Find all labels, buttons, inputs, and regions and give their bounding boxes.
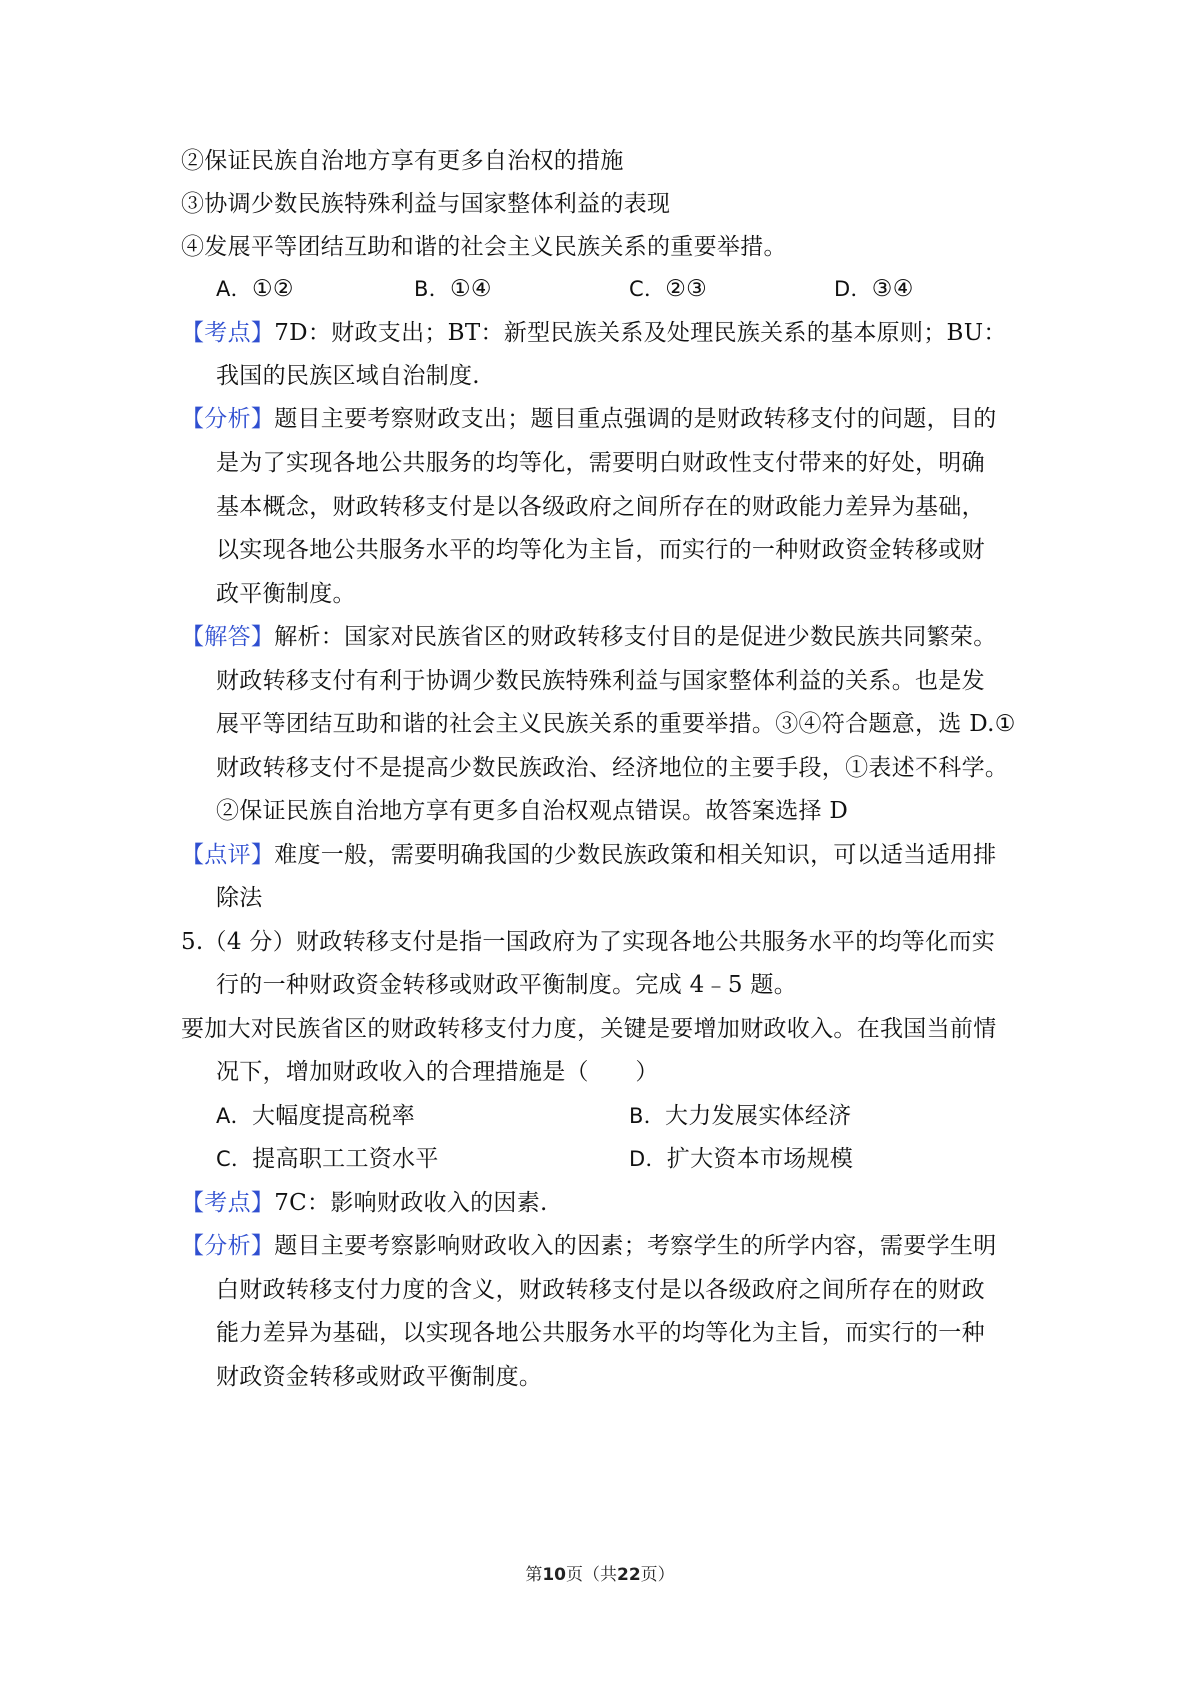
q4-option-b: B．①④ xyxy=(414,276,492,302)
q4-jieda-line4: 财政转移支付不是提高少数民族政治、经济地位的主要手段，①表述不科学。 xyxy=(216,755,1009,781)
q4-kaodian-line1: 【考点】7D：财政支出；BT：新型民族关系及处理民族关系的基本原则；BU： xyxy=(181,320,1007,346)
q5-kaodian-line1: 【考点】7C：影响财政收入的因素. xyxy=(181,1190,548,1216)
q5-option-a: A．大幅度提高税率 xyxy=(216,1103,416,1129)
q4-dianping-line1: 【点评】难度一般，需要明确我国的少数民族政策和相关知识，可以适当适用排 xyxy=(181,842,997,868)
q4-dianping-line2: 除法 xyxy=(216,885,263,911)
q4-fenxi-line1: 【分析】题目主要考察财政支出；题目重点强调的是财政转移支付的问题，目的 xyxy=(181,406,997,432)
q5-option-b: B．大力发展实体经济 xyxy=(629,1103,852,1129)
jieda-tag: 【解答】 xyxy=(181,624,275,650)
q5-fenxi-line1: 【分析】题目主要考察影响财政收入的因素；考察学生的所学内容，需要学生明 xyxy=(181,1233,997,1259)
q5-option-d: D．扩大资本市场规模 xyxy=(629,1146,854,1172)
fenxi-tag: 【分析】 xyxy=(181,406,275,432)
kaodian-tag: 【考点】 xyxy=(181,320,275,346)
kaodian-tag: 【考点】 xyxy=(181,1190,275,1216)
statement-3: ③协调少数民族特殊利益与国家整体利益的表现 xyxy=(181,191,671,217)
q5-option-c: C．提高职工工资水平 xyxy=(216,1146,439,1172)
q5-stem-line1: 5.（4 分）财政转移支付是指一国政府为了实现各地公共服务水平的均等化而实 xyxy=(181,929,995,955)
statement-2: ②保证民族自治地方享有更多自治权的措施 xyxy=(181,148,624,174)
q5-fenxi-line4: 财政资金转移或财政平衡制度。 xyxy=(216,1364,543,1390)
q4-fenxi-line5: 政平衡制度。 xyxy=(216,581,356,607)
q5-question-line2: 况下，增加财政收入的合理措施是（ ） xyxy=(216,1059,659,1085)
page-number: 10 xyxy=(542,1565,566,1585)
q4-jieda-line5: ②保证民族自治地方享有更多自治权观点错误。故答案选择 D xyxy=(216,798,849,824)
q4-jieda-line2: 财政转移支付有利于协调少数民族特殊利益与国家整体利益的关系。也是发 xyxy=(216,668,985,694)
dianping-tag: 【点评】 xyxy=(181,842,275,868)
q4-option-c: C．②③ xyxy=(629,276,708,302)
q4-jieda-line3: 展平等团结互助和谐的社会主义民族关系的重要举措。③④符合题意，选 D.① xyxy=(216,711,1016,737)
page-footer: 第10页（共22页） xyxy=(525,1565,675,1585)
fenxi-tag: 【分析】 xyxy=(181,1233,275,1259)
q5-fenxi-line2: 白财政转移支付力度的含义，财政转移支付是以各级政府之间所存在的财政 xyxy=(216,1277,985,1303)
q4-option-d: D．③④ xyxy=(834,276,914,302)
q4-fenxi-line4: 以实现各地公共服务水平的均等化为主旨，而实行的一种财政资金转移或财 xyxy=(216,537,985,563)
q5-question-line1: 要加大对民族省区的财政转移支付力度，关键是要增加财政收入。在我国当前情 xyxy=(181,1016,997,1042)
total-pages: 22 xyxy=(617,1565,641,1585)
q4-jieda-line1: 【解答】解析：国家对民族省区的财政转移支付目的是促进少数民族共同繁荣。 xyxy=(181,624,997,650)
q4-fenxi-line3: 基本概念，财政转移支付是以各级政府之间所存在的财政能力差异为基础， xyxy=(216,494,985,520)
q5-stem-line2: 行的一种财政资金转移或财政平衡制度。完成 4﹣5 题。 xyxy=(216,972,797,998)
q4-kaodian-line2: 我国的民族区域自治制度. xyxy=(216,363,480,389)
statement-4: ④发展平等团结互助和谐的社会主义民族关系的重要举措。 xyxy=(181,234,787,260)
q4-option-a: A．①② xyxy=(216,276,294,302)
q5-fenxi-line3: 能力差异为基础，以实现各地公共服务水平的均等化为主旨，而实行的一种 xyxy=(216,1320,985,1346)
q4-fenxi-line2: 是为了实现各地公共服务的均等化，需要明白财政性支付带来的好处，明确 xyxy=(216,450,985,476)
